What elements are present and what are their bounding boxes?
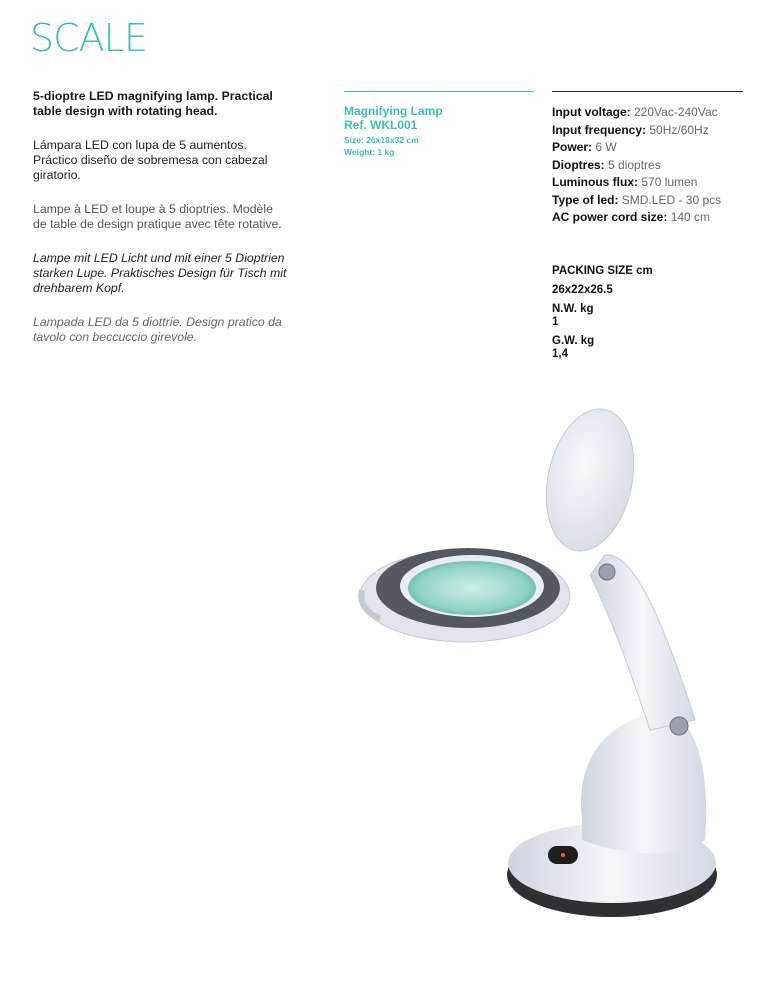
spec-row: AC power cord size: 140 cm	[552, 210, 711, 224]
packing-info	[552, 265, 752, 361]
packing-size: 26x22x26.5	[552, 284, 613, 296]
product-info	[344, 104, 534, 158]
gross-weight-value: 1,4	[552, 348, 568, 360]
description-it: Lampada LED da 5 diottrie. Design pratico da tavolo con beccuccio girevole.	[33, 315, 282, 344]
lens-cover	[534, 401, 646, 559]
magnifier-lens	[408, 561, 536, 615]
arm-joint-icon	[670, 717, 688, 735]
description-es: Lámpara LED con lupa de 5 aumentos. Práctico diseño de sobremesa con cabezal giratorio.	[33, 138, 268, 182]
spec-row: Type of led: SMD.LED - 30 pcs	[552, 192, 722, 207]
packing-title: PACKING SIZE cm	[552, 265, 653, 277]
product-size: Size: 26x18x32 cm	[344, 135, 419, 145]
head-joint-icon	[599, 564, 615, 580]
product-ref: Ref. WKL001	[344, 118, 418, 132]
spec-row: Power: 6 W	[552, 140, 617, 154]
spec-row: Dioptres: 5 dioptres	[552, 157, 661, 172]
product-weight: Weight: 1 kg	[344, 147, 395, 157]
spec-row: Input frequency: 50Hz/60Hz	[552, 122, 709, 137]
divider-specs	[552, 91, 743, 92]
product-name: Magnifying Lamp	[344, 104, 443, 118]
net-weight-value: 1	[552, 316, 559, 328]
brand-title: SCALE	[30, 16, 147, 60]
description-fr: Lampe à LED et loupe à 5 dioptries. Modèle de table de design pratique avec tête rotative.	[33, 202, 282, 231]
lamp-arm	[590, 555, 695, 730]
gross-weight-label: G.W. kg	[552, 335, 595, 347]
description-de: Lampe mit LED Licht und mit einer 5 Dioptrien starken Lupe. Praktisches Design für Tisch mit drehbarem Kopf.	[33, 251, 287, 295]
divider-product	[344, 91, 534, 92]
net-weight-label: N.W. kg	[552, 303, 594, 315]
description-en: 5-dioptre LED magnifying lamp. Practical table design with rotating head.	[33, 89, 273, 118]
spec-list	[552, 104, 752, 227]
spec-row: Luminous flux: 570 lumen	[552, 175, 698, 189]
spec-row: Input voltage: 220Vac-240Vac	[552, 105, 718, 119]
lamp-column	[581, 710, 706, 853]
magnifying-lamp-image	[350, 400, 730, 930]
description-column	[33, 89, 288, 361]
